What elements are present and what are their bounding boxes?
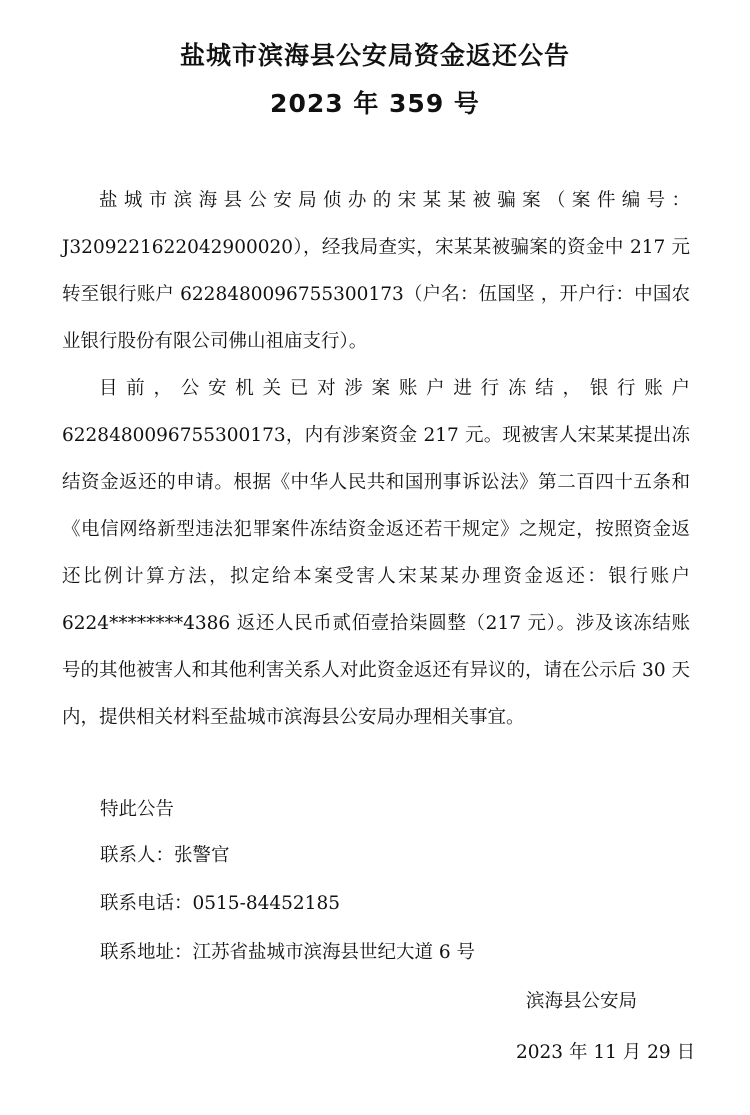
signature-date: 2023 年 11 月 29 日 [516, 1042, 696, 1063]
contact-person: 联系人：张警官 [100, 845, 230, 866]
signature-organization: 滨海县公安局 [526, 991, 638, 1012]
document-number: 2023 年 359 号 [270, 89, 480, 118]
paragraph-case-summary: 盐城市滨海县公安局侦办的宋某某被骗案（案件编号：J3209221622042900020），经我局查实，宋某某被骗案的资金中 217 元转至银行账户 6228480096755300173（户名：伍国坚 ，开户行：中国农业银行股份有限公司佛山祖庙支行）。 [62, 190, 690, 352]
contact-phone: 联系电话：0515-84452185 [100, 893, 340, 914]
document-title: 盐城市滨海县公安局资金返还公告 [179, 41, 570, 70]
paragraph-refund-decision: 目前，公安机关已对涉案账户进行冻结，银行账户 6228480096755300173，内有涉案资金 217 元。现被害人宋某某提出冻结资金返还的申请。根据《中华人民共和国刑事诉讼法》第二百四十五条和《电信网络新型违法犯罪案件冻结资金返还若干规定》之规定，按照资金返还比例计算方法，拟定给本案受害人宋某某办理资金返还：银行账户 6224********4386 返还人民币贰佰壹拾柒圆整（217 元）。涉及该冻结账号的其他被害人和其他利害关系人对此资金返还有异议的，请在公示后 30 天内，提供相关材料至盐城市滨海县公安局办理相关事宜。 [62, 378, 690, 728]
contact-address: 联系地址：江苏省盐城市滨海县世纪大道 6 号 [100, 942, 476, 963]
notice-text: 特此公告 [100, 799, 175, 820]
